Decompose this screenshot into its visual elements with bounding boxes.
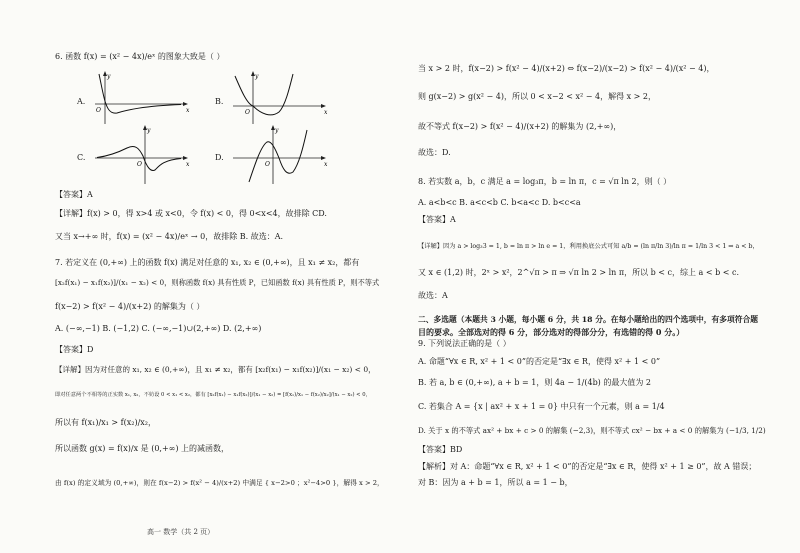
graph-b-x-label: x	[324, 109, 328, 116]
q7-detail-1: 【详解】因为对任意的 x₁, x₂ ∈ (0,+∞)，且 x₁ ≠ x₂，都有 [x₂f(x₁) − x₁f(x₂)]/(x₁ − x₂) < 0，	[55, 365, 376, 374]
graph-a-x-label: x	[186, 107, 190, 114]
option-a-label: A.	[77, 97, 86, 106]
q7-cont-1: 当 x > 2 时，f(x−2) > f(x² − 4)/(x+2) ⇔ f(x−2)/(x−2) > f(x² − 4)/(x² − 4)，	[418, 64, 715, 73]
graph-b-origin: O	[245, 109, 250, 116]
right-column	[418, 0, 768, 553]
section-2-heading-1: 二、多选题（本题共 3 小题，每小题 6 分，共 18 分。在每小题给出的四个选项中，有多项符合题	[418, 315, 759, 324]
q8-detail-1: 【详解】因为 a > log₃3 = 1, b = ln π > ln e = 1，利用换底公式可知 a/b = (ln π/ln 3)/ln π = 1/ln 3 < 1 ⇒ a < b，	[418, 243, 759, 250]
q8-title: 8. 若实数 a，b，c 满足 a = log₃π，b = ln π，c = √π ln 2，则（ ）	[418, 177, 672, 186]
q9-analysis-1: 【解析】对 A：命题“∀x ∈ R, x² + 1 < 0”的否定是“∃x ∈ R，使得 x² + 1 ≥ 0”，故 A 错误；	[418, 462, 757, 471]
q7-line-3: f(x−2) > f(x² − 4)/(x+2) 的解集为（ ）	[55, 302, 205, 311]
q7-detail-3: 所以有 f(x₁)/x₁ > f(x₂)/x₂，	[55, 418, 157, 427]
graph-b-y-label: y	[255, 73, 259, 80]
q7-detail-4: 所以函数 g(x) = f(x)/x 是 (0,+∞) 上的减函数，	[55, 444, 229, 453]
q7-detail-2: 即对任意两个不相等的正实数 x₁, x₂，不妨设 0 < x₁ < x₂，都有 [x₂f(x₁) − x₁f(x₂)]/(x₁ − x₂) = [f(x₁)/x₁ − f(x₂)/x₂]/(x₁ − x₂) < 0，	[55, 392, 371, 398]
q7-answer: 【答案】D	[55, 345, 94, 354]
q7-line-2: [x₂f(x₁) − x₁f(x₂)]/(x₁ − x₂) < 0，则称函数 f(x) 具有性质 P，已知函数 f(x) 具有性质 P，则不等式	[55, 278, 380, 287]
q6-title: 6. 函数 f(x) = (x² − 4x)/eˣ 的图象大致是（ ）	[55, 52, 225, 61]
graph-d-x-label: x	[324, 161, 328, 168]
q9-title: 9. 下列说法正确的是（ ）	[418, 339, 511, 348]
q9-option-d: D. 关于 x 的不等式 ax² + bx + c > 0 的解集 (−2,3)，则不等式 cx² − bx + a < 0 的解集为 (−1/3, 1/2)	[418, 426, 766, 435]
q7-cont-4: 故选：D.	[418, 148, 451, 157]
graph-a	[93, 68, 193, 126]
q9-option-c: C. 若集合 A = {x | ax² + x + 1 = 0} 中只有一个元素，则 a = 1/4	[418, 402, 665, 411]
q6-detail: 【详解】f(x) > 0，得 x>4 或 x<0，令 f(x) < 0，得 0<x<4，故排除 CD.	[55, 209, 327, 218]
section-2-heading-2: 目的要求。全部选对的得 6 分，部分选对的得部分分，有选错的得 0 分。）	[418, 327, 685, 337]
page-footer: 高一 数学（共 2 页）	[147, 528, 215, 536]
graph-c	[93, 124, 193, 186]
graph-c-x-label: x	[186, 161, 190, 168]
q8-detail-3: 故选：A	[418, 291, 448, 300]
q7-cont-2: 则 g(x−2) > g(x² − 4)，所以 0 < x−2 < x² − 4，解得 x > 2，	[418, 92, 657, 101]
graph-a-origin: O	[96, 107, 101, 114]
q8-answer: 【答案】A	[418, 215, 456, 224]
graph-c-origin: O	[137, 161, 142, 168]
q7-detail-5: 由 f(x) 的定义域为 (0,+∞)，则在 f(x−2) > f(x² − 4)/(x+2) 中满足 { x−2>0 ；x²−4>0 }，解得 x > 2，	[55, 479, 384, 487]
option-b-label: B.	[215, 97, 224, 106]
q7-line-1: 7. 若定义在 (0,+∞) 上的函数 f(x) 满足对任意的 x₁, x₂ ∈ (0,+∞)，且 x₁ ≠ x₂，都有	[55, 258, 360, 267]
option-d-label: D.	[215, 153, 224, 162]
q7-options: A. (−∞,−1) B. (−1,2) C. (−∞,−1)∪(2,+∞) D. (2,+∞)	[55, 324, 262, 333]
q8-detail-2: 又 x ∈ (1,2) 时，2ˣ > x²，2^√π > π ⇒ √π ln 2 > ln π，所以 b < c，综上 a < b < c.	[418, 268, 740, 277]
graph-a-y-label: y	[107, 73, 111, 80]
q6-answer: 【答案】A	[55, 190, 93, 199]
q8-options: A. a<b<c B. a<c<b C. b<a<c D. b<c<a	[418, 198, 581, 207]
graph-b	[231, 68, 331, 126]
q9-answer: 【答案】BD	[418, 445, 463, 454]
option-c-label: C.	[77, 153, 86, 162]
graph-d-y-label: y	[275, 127, 279, 134]
graph-c-y-label: y	[147, 127, 151, 134]
q9-option-a: A. 命题“∀x ∈ R, x² + 1 < 0”的否定是“∃x ∈ R，使得 x² + 1 < 0”	[418, 357, 661, 366]
graph-d-origin: O	[265, 161, 270, 168]
q7-cont-3: 故不等式 f(x−2) > f(x² − 4)/(x+2) 的解集为 (2,+∞)，	[418, 122, 622, 131]
q9-analysis-2: 对 B：因为 a + b = 1，所以 a = 1 − b，	[418, 478, 573, 487]
left-column	[55, 0, 385, 553]
q6-limit: 又当 x→+∞ 时，f(x) = (x² − 4x)/eˣ → 0，故排除 B. 故选：A.	[55, 232, 284, 241]
graph-d	[231, 124, 331, 186]
q9-option-b: B. 若 a, b ∈ (0,+∞), a + b = 1，则 4a − 1/(4b) 的最大值为 2	[418, 378, 651, 387]
